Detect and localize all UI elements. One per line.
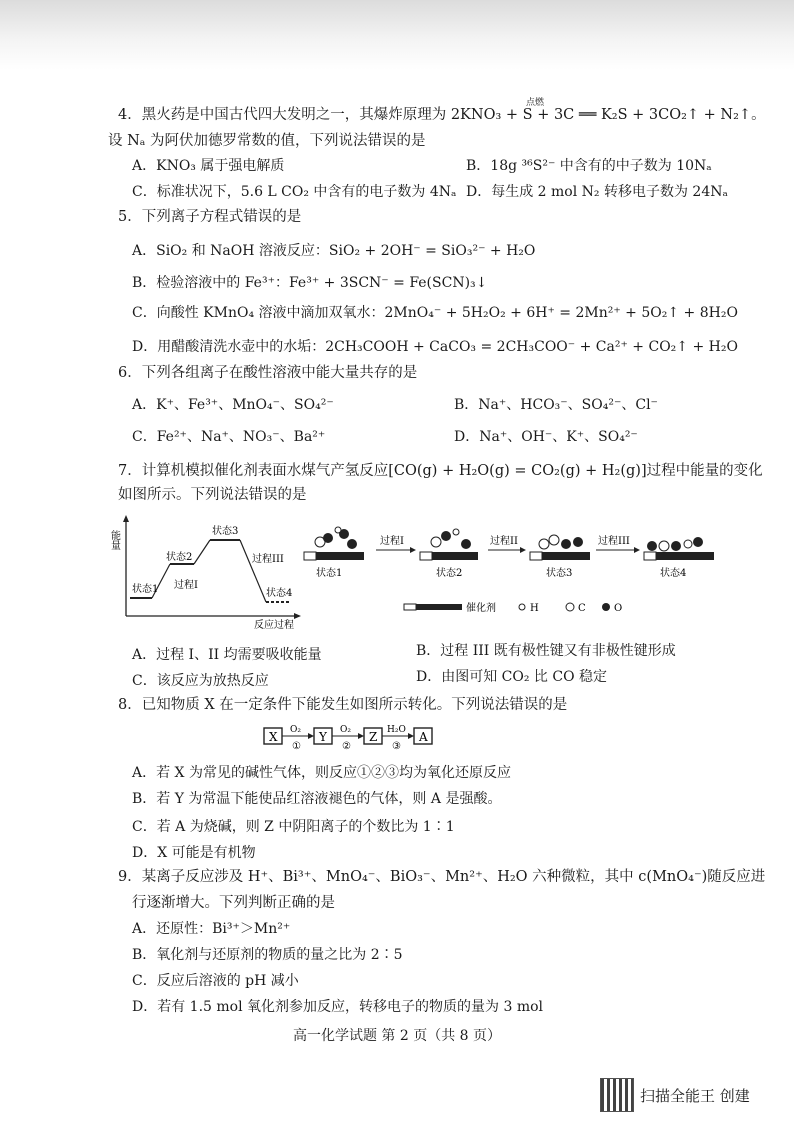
legend-catalyst-bar	[416, 604, 462, 610]
state2-label: 状态2	[436, 568, 463, 579]
q9-option-d: D．若有 1.5 mol 氧化剂参加反应，转移电子的物质的量为 3 mol	[132, 999, 544, 1015]
q4-option-b: B．18g ³⁶S²⁻ 中含有的中子数为 10Nₐ	[466, 158, 712, 174]
q8-arrow-1-head	[308, 733, 314, 739]
q8-option-c: C．若 A 为烧碱，则 Z 中阴阳离子的个数比为 1∶1	[132, 819, 455, 835]
state1-label: 状态1	[316, 568, 343, 579]
energy-label-s4: 状态4	[266, 588, 293, 599]
legend-h-label: H	[530, 603, 539, 614]
q8-stem: 8．已知物质 X 在一定条件下能发生如图所示转化。下列说法错误的是	[118, 697, 568, 713]
arrow-process1-label: 过程I	[380, 536, 404, 547]
molecule-o-s1	[323, 533, 333, 543]
q6-option-d: D．Na⁺、OH⁻、K⁺、SO₄²⁻	[454, 429, 638, 445]
molecule-c-s4	[659, 541, 669, 551]
energy-label-s1: 状态1	[132, 584, 159, 595]
energy-axis-y-arrow	[123, 515, 129, 522]
q8-option-b: B．若 Y 为常温下能使品红溶液褪色的气体，则 A 是强酸。	[132, 791, 502, 807]
catalyst-end-s4	[644, 552, 656, 560]
q8-step-3: ③	[392, 741, 401, 752]
energy-profile-diagram	[108, 512, 302, 632]
q8-step-1: ①	[292, 741, 301, 752]
q7-option-d: D．由图可知 CO₂ 比 CO 稳定	[416, 669, 608, 685]
legend-c-icon	[566, 603, 574, 611]
legend-o-icon	[602, 603, 610, 611]
q4-option-a: A．KNO₃ 属于强电解质	[132, 158, 285, 174]
q8-transformation-diagram	[262, 720, 442, 752]
q8-reagent-3: H₂O	[387, 725, 406, 735]
q7-stem-line2: 如图所示。下列说法错误的是	[118, 487, 307, 503]
q5-option-d: D．用醋酸清洗水壶中的水垢：2CH₃COOH + CaCO₃ = 2CH₃COO⁻ + Ca²⁺ + CO₂↑ + H₂O	[132, 339, 738, 355]
q4-condition: 点燃	[526, 98, 545, 108]
qr-code-icon	[600, 1078, 634, 1112]
legend-o-label: O	[614, 603, 623, 614]
legend-c-label: C	[578, 603, 586, 614]
molecule-o2-s4	[671, 541, 681, 551]
molecule-h-s1	[335, 527, 341, 533]
arrow-process3-label: 过程III	[598, 536, 630, 547]
q4-option-c: C．标准状况下，5.6 L CO₂ 中含有的电子数为 4Nₐ	[132, 184, 457, 200]
q8-option-a: A．若 X 为常见的碱性气体，则反应①②③均为氧化还原反应	[132, 765, 511, 781]
molecule-o-s2	[441, 531, 451, 541]
arrow-process2-head	[520, 547, 526, 553]
molecule-c-s2	[431, 537, 441, 547]
molecule-o2-s2	[461, 539, 471, 549]
energy-label-p1: 过程I	[174, 580, 198, 591]
energy-label-s3: 状态3	[212, 526, 239, 537]
q6-option-c: C．Fe²⁺、Na⁺、NO₃⁻、Ba²⁺	[132, 429, 326, 445]
molecule-o3-s4	[693, 537, 703, 547]
molecule-h-s2	[453, 529, 459, 535]
q5-stem: 5．下列离子方程式错误的是	[118, 209, 302, 225]
molecule-o3-s1	[347, 539, 357, 549]
q9-option-b: B．氧化剂与还原剂的物质的量之比为 2∶5	[132, 947, 403, 963]
q5-option-a: A．SiO₂ 和 NaOH 溶液反应：SiO₂ + 2OH⁻ = SiO₃²⁻ + H₂O	[132, 243, 536, 259]
legend-h-icon	[519, 604, 525, 610]
q7-option-c: C．该反应为放热反应	[132, 673, 269, 689]
q7-stem-line1: 7．计算机模拟催化剂表面水煤气产氢反应[CO(g) + H₂O(g) = CO₂(g) + H₂(g)]过程中能量的变化	[118, 463, 763, 479]
q8-arrow-2-head	[358, 733, 364, 739]
molecule-h-s4	[684, 540, 692, 548]
q6-option-a: A．K⁺、Fe³⁺、MnO₄⁻、SO₄²⁻	[132, 397, 334, 413]
q9-stem-line2: 行逐渐增大。下列判断正确的是	[132, 895, 335, 911]
q9-option-c: C．反应后溶液的 pH 减小	[132, 973, 299, 989]
molecule-o-s3	[561, 539, 571, 549]
q8-arrow-3-head	[408, 733, 414, 739]
q8-step-2: ②	[342, 741, 351, 752]
legend-catalyst-label: 催化剂	[466, 603, 496, 614]
arrow-process3-head	[634, 547, 640, 553]
molecule-h-s3	[539, 539, 549, 549]
q8-reagent-2: O₂	[340, 725, 351, 735]
arrow-process1-head	[410, 547, 416, 553]
state3-label: 状态3	[546, 568, 573, 579]
catalyst-end-s3	[530, 552, 542, 560]
molecule-c-s3	[549, 535, 559, 545]
energy-xlabel: 反应过程	[254, 620, 294, 631]
catalysis-process-diagram	[300, 524, 720, 618]
scanner-watermark	[600, 1078, 790, 1114]
q6-stem: 6．下列各组离子在酸性溶液中能大量共存的是	[118, 365, 418, 381]
q8-node-x-label: X	[269, 730, 278, 744]
q4-stem-line2: 设 Nₐ 为阿伏加德罗常数的值，下列说法错误的是	[108, 133, 426, 149]
q4-option-d: D．每生成 2 mol N₂ 转移电子数为 24Nₐ	[466, 184, 728, 200]
q7-option-a: A．过程 I、II 均需要吸收能量	[132, 647, 322, 663]
catalyst-end-s1	[304, 552, 316, 560]
q8-reagent-1: O₂	[290, 725, 301, 735]
q4-stem-line1: 4．黑火药是中国古代四大发明之一，其爆炸原理为 2KNO₃ + S + 3C ══ K₂S + 3CO₂↑ + N₂↑。	[118, 107, 766, 123]
q8-node-z-label: Z	[369, 730, 378, 744]
path-process3	[240, 540, 266, 602]
catalyst-end-s2	[420, 552, 432, 560]
legend-catalyst-end	[404, 604, 416, 610]
q5-option-b: B．检验溶液中的 Fe³⁺：Fe³⁺ + 3SCN⁻ = Fe(SCN)₃↓	[132, 275, 488, 291]
path-process2	[194, 540, 210, 564]
energy-label-s2: 状态2	[166, 552, 193, 563]
q7-option-b: B．过程 III 既有极性键又有非极性键形成	[416, 643, 676, 659]
energy-ylabel: 能量	[108, 530, 120, 550]
molecule-o2-s3	[573, 537, 583, 547]
q8-node-a-label: A	[419, 730, 428, 744]
q6-option-b: B．Na⁺、HCO₃⁻、SO₄²⁻、Cl⁻	[454, 397, 658, 413]
q8-option-d: D．X 可能是有机物	[132, 845, 256, 861]
q9-option-a: A．还原性：Bi³⁺＞Mn²⁺	[132, 921, 291, 937]
page-footer: 高一化学试题 第 2 页（共 8 页）	[292, 1028, 502, 1044]
state4-label: 状态4	[660, 568, 687, 579]
molecule-o-s4	[647, 541, 657, 551]
q5-option-c: C．向酸性 KMnO₄ 溶液中滴加双氧水：2MnO₄⁻ + 5H₂O₂ + 6H⁺ = 2Mn²⁺ + 5O₂↑ + 8H₂O	[132, 305, 738, 321]
q8-node-y-label: Y	[319, 730, 327, 744]
arrow-process2-label: 过程II	[490, 536, 518, 547]
energy-label-p3: 过程III	[252, 554, 284, 565]
scanner-label: 扫描全能王 创建	[640, 1087, 750, 1105]
q9-stem-line1: 9．某离子反应涉及 H⁺、Bi³⁺、MnO₄⁻、BiO₃⁻、Mn²⁺、H₂O 六种微粒，其中 c(MnO₄⁻)随反应进	[118, 869, 766, 885]
